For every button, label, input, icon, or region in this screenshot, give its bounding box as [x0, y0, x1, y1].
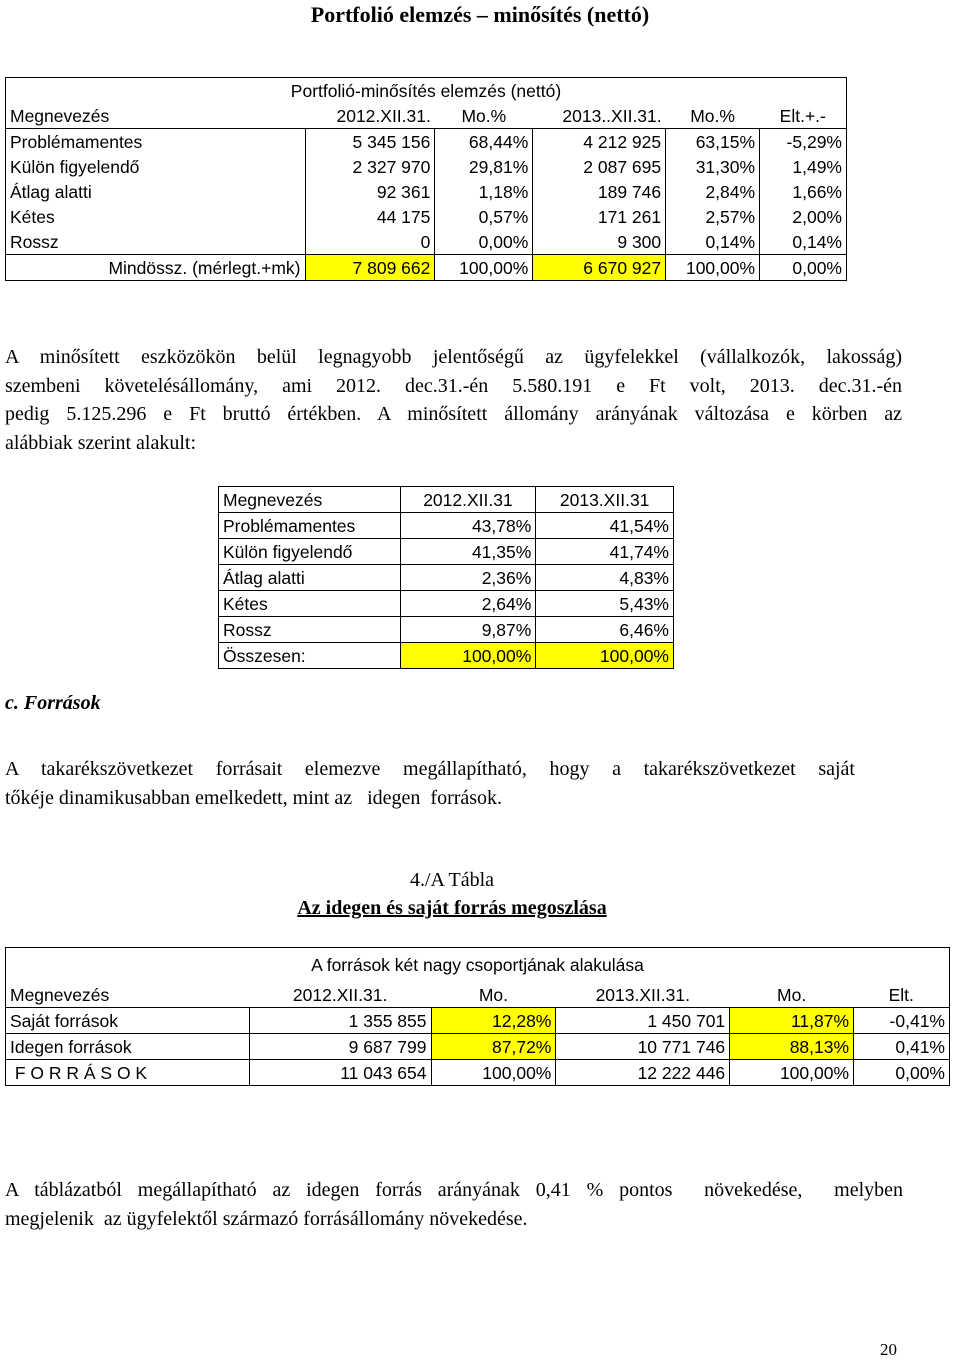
- header-cell: Megnevezés: [6, 982, 250, 1008]
- sources-table-caption-row: [6, 948, 950, 983]
- cell: 63,15%: [666, 129, 760, 155]
- cell: 1,18%: [435, 179, 533, 204]
- cell: 1 355 855: [249, 1008, 431, 1034]
- paragraph-sources: [5, 755, 855, 812]
- row-label: Külön figyelendő: [219, 539, 401, 565]
- cell: 2,84%: [666, 179, 760, 204]
- paragraph-line: A takarékszövetkezet forrásait elemezve megállapítható, hogy a takarékszövetkezet saját: [5, 758, 855, 780]
- total-cell: 100,00%: [400, 643, 536, 669]
- cell: 44 175: [305, 204, 435, 229]
- table-label: 4./A Tábla: [409, 869, 495, 891]
- paragraph-line: pedig 5.125.296 e Ft bruttó értékben. A minősített állomány arányának változása e körben az: [5, 403, 902, 425]
- total-row: [6, 255, 847, 281]
- header-cell: Megnevezés: [219, 487, 401, 513]
- total-cell: 100,00%: [730, 1060, 854, 1086]
- table-row: [6, 129, 847, 155]
- cell: 9 687 799: [249, 1034, 431, 1060]
- total-cell: 0,00%: [760, 255, 847, 281]
- row-label: Átlag alatti: [219, 565, 401, 591]
- cell: 41,54%: [536, 513, 674, 539]
- header-cell: Megnevezés: [6, 103, 306, 129]
- paragraph-line: A táblázatból megállapítható az idegen forrás arányának 0,41 % pontos növekedése, melyben: [5, 1179, 903, 1201]
- cell: 1,49%: [760, 154, 847, 179]
- portfolio-table: [5, 77, 847, 281]
- total-cell: 100,00%: [431, 1060, 556, 1086]
- qualified-ratio-table: [218, 486, 674, 669]
- total-cell: 7 809 662: [305, 255, 435, 281]
- table-row: [6, 1008, 950, 1034]
- cell: 4 212 925: [533, 129, 666, 155]
- cell: 0,14%: [760, 229, 847, 255]
- cell: 2 327 970: [305, 154, 435, 179]
- header-cell: Mo.: [478, 984, 509, 1005]
- header-cell: 2013.XII.31: [536, 487, 674, 513]
- cell: 12,28%: [431, 1008, 556, 1034]
- table-title: Az idegen és saját forrás megoszlása: [297, 897, 607, 919]
- portfolio-table-caption-row: [6, 78, 847, 104]
- cell: 0,00%: [435, 229, 533, 255]
- cell: 0,57%: [435, 204, 533, 229]
- cell: 41,35%: [400, 539, 536, 565]
- cell: 1 450 701: [556, 1008, 730, 1034]
- paragraph-line: A minősített eszközökön belül legnagyobb jelentőségű az ügyfelekkel (vállalkozók, lakosság): [5, 346, 902, 368]
- total-label: F O R R Á S O K: [6, 1060, 250, 1086]
- page-number: 20: [880, 1340, 897, 1359]
- header-cell: 2013.XII.31.: [595, 984, 690, 1005]
- cell: 4,83%: [536, 565, 674, 591]
- cell: 88,13%: [730, 1034, 854, 1060]
- header-cell: 2012.XII.31: [400, 487, 536, 513]
- table-row: [6, 179, 847, 204]
- table-row: [6, 204, 847, 229]
- total-cell: 100,00%: [435, 255, 533, 281]
- total-label: Összesen:: [219, 643, 401, 669]
- row-label: Problémamentes: [219, 513, 401, 539]
- paragraph-line: alábbiak szerint alakult:: [5, 431, 197, 454]
- paragraph-line: megjelenik az ügyfelektől származó forrásállomány növekedése.: [5, 1207, 528, 1230]
- header-cell: Elt.: [854, 982, 950, 1008]
- cell: 31,30%: [666, 154, 760, 179]
- paragraph-line: tőkéje dinamikusabban emelkedett, mint az idegen források.: [5, 786, 503, 809]
- table-row: [219, 591, 674, 617]
- cell: 10 771 746: [556, 1034, 730, 1060]
- sources-table-caption: A források két nagy csoportjának alakulása: [6, 948, 950, 983]
- table-row: [219, 539, 674, 565]
- total-cell: 11 043 654: [249, 1060, 431, 1086]
- total-row: [219, 643, 674, 669]
- portfolio-table-header-row: [6, 103, 847, 129]
- cell: 2,00%: [760, 204, 847, 229]
- header-cell: Mo.%: [461, 105, 507, 126]
- header-cell: Elt.+.-: [760, 103, 847, 129]
- sources-table-header-row: [6, 982, 950, 1008]
- header-cell: 2012.XII.31.: [336, 105, 431, 126]
- header-cell: 2013..XII.31.: [562, 105, 662, 126]
- cell: 6,46%: [536, 617, 674, 643]
- cell: 2,57%: [666, 204, 760, 229]
- total-cell: 100,00%: [536, 643, 674, 669]
- row-label: Átlag alatti: [6, 179, 306, 204]
- header-cell: Mo.%: [690, 105, 735, 126]
- header-cell: Mo.: [777, 984, 807, 1005]
- row-label: Rossz: [219, 617, 401, 643]
- total-cell: 100,00%: [666, 255, 760, 281]
- cell: 29,81%: [435, 154, 533, 179]
- portfolio-table-caption: Portfolió-minősítés elemzés (nettó): [6, 78, 847, 104]
- total-row: [6, 1060, 950, 1086]
- row-label: Idegen források: [6, 1034, 250, 1060]
- cell: 2,64%: [400, 591, 536, 617]
- table-row: [6, 1034, 950, 1060]
- cell: 2,36%: [400, 565, 536, 591]
- page-title: Portfolió elemzés – minősítés (nettó): [310, 2, 650, 27]
- cell: 68,44%: [435, 129, 533, 155]
- cell: 9,87%: [400, 617, 536, 643]
- cell: 0,41%: [854, 1034, 950, 1060]
- cell: 0: [305, 229, 435, 255]
- cell: 1,66%: [760, 179, 847, 204]
- paragraph-line: szembeni követelésállomány, ami 2012. dec.31.-én 5.580.191 e Ft volt, 2013. dec.31.-én: [5, 374, 902, 397]
- paragraph-qualified-assets: [5, 343, 902, 457]
- table-row: [219, 487, 674, 513]
- row-label: Kétes: [6, 204, 306, 229]
- cell: 9 300: [533, 229, 666, 255]
- cell: -0,41%: [854, 1008, 950, 1034]
- section-heading: c. Források: [5, 692, 101, 714]
- table-row: [219, 513, 674, 539]
- row-label: Kétes: [219, 591, 401, 617]
- total-cell: 6 670 927: [533, 255, 666, 281]
- paragraph-foreign-sources: [5, 1176, 903, 1233]
- cell: 189 746: [533, 179, 666, 204]
- cell: 11,87%: [730, 1008, 854, 1034]
- table-row: [6, 229, 847, 255]
- table-row: [6, 154, 847, 179]
- cell: 87,72%: [431, 1034, 556, 1060]
- table-row: [219, 565, 674, 591]
- header-cell: 2012.XII.31.: [292, 984, 388, 1005]
- cell: 43,78%: [400, 513, 536, 539]
- row-label: Saját források: [6, 1008, 250, 1034]
- cell: 41,74%: [536, 539, 674, 565]
- sources-table: [5, 947, 950, 1086]
- cell: 5 345 156: [305, 129, 435, 155]
- cell: 171 261: [533, 204, 666, 229]
- cell: 92 361: [305, 179, 435, 204]
- row-label: Külön figyelendő: [6, 154, 306, 179]
- cell: 2 087 695: [533, 154, 666, 179]
- total-label: Mindössz. (mérlegt.+mk): [6, 255, 306, 281]
- row-label: Rossz: [6, 229, 306, 255]
- cell: 0,14%: [666, 229, 760, 255]
- row-label: Problémamentes: [6, 129, 306, 155]
- cell: 5,43%: [536, 591, 674, 617]
- total-cell: 12 222 446: [556, 1060, 730, 1086]
- total-cell: 0,00%: [854, 1060, 950, 1086]
- cell: -5,29%: [760, 129, 847, 155]
- table-row: [219, 617, 674, 643]
